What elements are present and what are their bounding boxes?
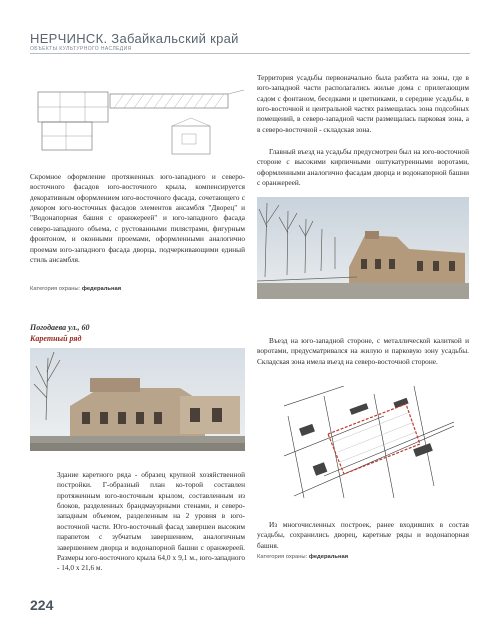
object-address: Погодаева ул., 60 <box>30 323 90 332</box>
page-header-title: НЕРЧИНСК. Забайкальский край <box>30 31 239 46</box>
right-paragraph-3: Въезд на юго-западной стороне, с металлической калиткой и воротами, предусматривался на жилую и парковую зону усадьбы. Складская зона имела въезд на северо-восточной стороне. <box>257 336 469 366</box>
protection-category-1 <box>30 286 121 292</box>
protection-category-label: Категория охраны: <box>30 286 81 292</box>
protection-category-value: федеральная <box>81 286 122 292</box>
right-paragraph-2: Главный въезд на усадьбы предусмотрен был на юго-восточной стороне с высокими кирпичными оштукатуренными воротами, оформленными аналогично фасадам дворца и водонапорной башни с оранжереей. <box>257 147 469 188</box>
page-header-subtitle: ОБЪЕКТЫ КУЛЬТУРНОГО НАСЛЕДИЯ <box>30 46 132 52</box>
protection-category-value: федеральная <box>308 554 349 560</box>
floor-plan-drawing <box>30 82 252 162</box>
object-name: Каретный ряд <box>30 334 82 343</box>
right-paragraph-4: Из многочисленных построек, ранее входивших в состав усадьбы, сохранились дворец, каретные ряды и водонапорная башня. <box>257 520 469 550</box>
protection-category-label: Категория охраны: <box>257 554 308 560</box>
page-number: 224 <box>30 597 54 613</box>
site-plan-drawing <box>284 386 454 498</box>
header-divider <box>30 53 470 54</box>
estate-street-photo <box>257 197 469 299</box>
protection-category-2 <box>257 554 348 560</box>
left-paragraph-2: Здание каретного ряда - образец крупной хозяйственной постройки. Г-образный план ко-торой составлен протяженным юго-восточным крылом, составленным из блоков, разделенных брандмауэрными стенами, и северо-западным объемом, разделенным на 2 уровня в юго-восточной части. Юго-восточный фасад завершен высоким парапетом с зубчатым завершением, аналогичным завершением дворца и водонапорной башни с оранжереей. Размеры юго-восточного крыла 64,0 х 9,1 м., юго-западного - 14,0 х 21,6 м. <box>57 470 245 573</box>
left-paragraph-1: Скромное оформление протяженных юго-западного и северо-восточного фасадов юго-восточного крыла, компенсируется декоративным оформлением юго-восточного фасада, сочетающего с декором юго-восточных фасадов элементов ансамбля "Дворец" и "Водонапорная башня с оранжереей" и юго-западного фасада северо-западного объема, с рустованными пилястрами, фигурным фронтоном, и оконными проемами, оформленными аналогично проемам юго-западного фасада дворца, подчеркивающими единый стиль ансамбля. <box>30 172 245 264</box>
right-paragraph-1: Территория усадьбы первоначально была разбита на зоны, где в юго-западной части располагались жилые дома с прилегающим садом с фонтаном, беседками и цветниками, в середине усадьбы, в юго-восточной и центральной частях размещалась зона подсобных помещений, в северо-западной части размещалась парковая зона, а в северо-восточной - складская зона. <box>257 73 469 134</box>
carriage-row-photo <box>30 348 245 451</box>
